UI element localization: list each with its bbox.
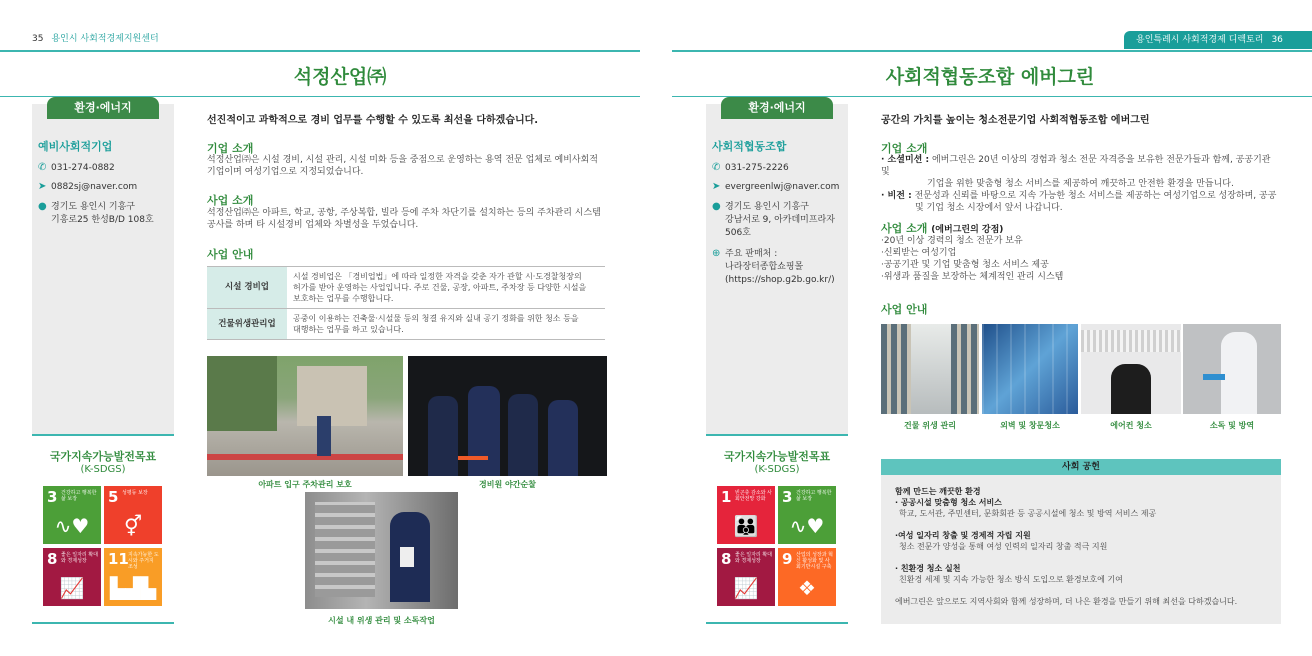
left-sdgs-rule-top xyxy=(32,434,174,436)
heartbeat-icon: ∿♥ xyxy=(54,514,90,538)
window-cleaning-photo xyxy=(982,324,1078,414)
cube-icon: ❖ xyxy=(798,576,816,600)
parking-photo xyxy=(207,356,403,476)
right-company-type: 사회적협동조합 xyxy=(712,140,787,153)
left-business-heading: 사업 소개 xyxy=(207,194,254,207)
location-pin-icon: ● xyxy=(38,201,47,212)
right-sdgs-title: 국가지속가능발전목표 (K-SDGS) xyxy=(723,450,831,475)
phone-icon: ✆ xyxy=(712,162,721,173)
night-patrol-photo xyxy=(408,356,607,476)
left-category-tab: 환경·에너지 xyxy=(47,97,159,119)
right-sdgs-rule-top xyxy=(706,434,848,436)
right-guide-heading: 사업 안내 xyxy=(881,303,928,316)
right-page-header xyxy=(1124,31,1312,49)
sdg-goal-5-tile: 5 성평등 보장 ⚥ xyxy=(104,486,162,544)
social-contribution-box xyxy=(881,459,1281,624)
disinfection-service-photo xyxy=(1183,324,1281,414)
sdg-goal-8-tile: 8 좋은 일자리 확대와 경제성장 📈 xyxy=(717,548,775,606)
sdg-goal-11-tile: 11 지속가능한 도시와 주거지 조성 ▙▟▙ xyxy=(104,548,162,606)
left-caption-3: 시설 내 위생 관리 및 소독작업 xyxy=(328,616,435,625)
right-category-tab: 환경·에너지 xyxy=(721,97,833,119)
right-lead-sentence: 공간의 가치를 높이는 청소전문기업 사회적협동조합 에버그린 xyxy=(881,115,1150,126)
right-email: ➤ evergreenlwj@naver.com xyxy=(712,181,840,192)
right-caption-4: 소독 및 방역 xyxy=(1209,421,1255,430)
growth-icon: 📈 xyxy=(59,576,85,600)
table-row: 건물위생관리업 공중이 이용하는 건축물·시설물 등의 청결 유지와 실내 공기 정화를 위한 청소 등을 대행하는 업무를 하고 있습니다. xyxy=(207,309,605,340)
right-sdgs-rule-bottom xyxy=(706,622,848,624)
gender-icon: ⚥ xyxy=(123,514,143,538)
sdg-goal-1-tile: 1 빈곤층 감소와 사회안전망 강화 👪 xyxy=(717,486,775,544)
city-icon: ▙▟▙ xyxy=(109,576,157,600)
right-company-title: 사회적협동조합 에버그린 xyxy=(885,66,1095,88)
sdg-goal-3-tile: 3 건강하고 행복한 삶 보장 ∿♥ xyxy=(778,486,836,544)
left-caption-1: 아파트 입구 주차관리 보호 xyxy=(258,480,352,489)
right-caption-1: 건물 위생 관리 xyxy=(904,421,956,430)
left-intro-heading: 기업 소개 xyxy=(207,142,254,155)
social-contribution-body: 함께 만드는 깨끗한 환경 · 공공시설 맞춤형 청소 서비스 학교, 도서관, 주민센터, 문화회관 등 공공시설에 청소 및 방역 서비스 제공 ·여성 일자리 창출 및 경제적 자립 지원 청소 전문가 양성을 통해 여성 인력의 일자리 창출 적극 지원 · 친환경 청소 실천 친환경 세제 및 지속 가능한 청소 방식 도입으로 환경보호에 기여 에버그린은 앞으로도 지역사회와 함께 성장하며, 더 나은 환경을 만들기 위해 최선을 다하겠습니다. xyxy=(895,487,1238,606)
globe-icon: ⊕ xyxy=(712,248,721,259)
left-intro-text: 석정산업㈜은 시설 경비, 시설 관리, 시설 미화 등을 중점으로 운영하는 용역 전문 업체로 예비사회적 기업이며 여성기업으로 지정되었습니다. xyxy=(207,155,598,177)
left-business-table xyxy=(207,266,605,340)
list-item: ·신뢰받는 여성기업 xyxy=(881,248,957,258)
right-business-heading: 사업 소개 (에버그린의 강점) xyxy=(881,222,1004,235)
right-caption-3: 에어컨 청소 xyxy=(1110,421,1152,430)
left-header-label: 용인시 사회적경제지원센터 xyxy=(51,34,159,44)
left-top-rule xyxy=(0,50,640,52)
left-lead-sentence: 선진적이고 과학적으로 경비 업무를 수행할 수 있도록 최선을 다하겠습니다. xyxy=(207,115,539,126)
right-shop: ⊕ 주요 판매처 : 나라장터종합쇼핑몰 (https://shop.g2b.go.kr/) xyxy=(712,248,835,285)
right-header-label: 용인특례시 사회적경제 디렉토리 xyxy=(1136,35,1264,45)
left-sdgs-rule-bottom xyxy=(32,622,174,624)
heartbeat-icon: ∿♥ xyxy=(789,514,825,538)
right-mission-text: · 소셜미션 : 에버그린은 20년 이상의 경험과 청소 전문 자격증을 보유한 전문가들과 함께, 공공기관 및 기업을 위한 맞춤형 청소 서비스를 제공하여 깨끗하고 안전한 환경을 만듭니다. · 비전 : 전문성과 신뢰를 바탕으로 지속 가능한 청소 서비스를 제공하는 여성기업으로 성장하며, 공공 및 기업 청소 시장에서 앞서 나갑니다. xyxy=(881,155,1277,213)
phone-icon: ✆ xyxy=(38,162,47,173)
left-company-type: 예비사회적기업 xyxy=(38,140,113,153)
table-row: 시설 경비업 시설 경비업은 「경비업법」에 따라 일정한 자격을 갖춘 자가 관할 시·도경찰청장의 허가를 받아 운영하는 사업입니다. 주로 건물, 공장, 아파트, 주차장 등 다양한 시설을 보호하는 업무를 수행합니다. xyxy=(207,267,605,309)
location-pin-icon: ● xyxy=(712,201,721,212)
left-business-text: 석정산업㈜은 아파트, 학교, 공항, 주상복합, 빌라 등에 주차 차단기를 설치하는 등의 주차관리 시스템 공사를 하며 타 시설경비 업체와 차별성을 두었습니다. xyxy=(207,208,601,230)
list-item: ·20년 이상 경력의 청소 전문가 보유 xyxy=(881,236,1023,246)
mail-icon: ➤ xyxy=(38,181,47,192)
people-icon: 👪 xyxy=(733,514,759,538)
right-page-number: 36 xyxy=(1271,35,1283,45)
left-address: ● 경기도 용인시 기흥구 기흥로25 한성B/D 108호 xyxy=(38,201,154,225)
right-top-rule xyxy=(672,50,1312,52)
left-page-header xyxy=(32,31,159,44)
left-guide-heading: 사업 안내 xyxy=(207,248,254,261)
list-item: ·공공기관 및 기업 맞춤형 청소 서비스 제공 xyxy=(881,260,1049,270)
sdg-goal-8-tile: 8 좋은 일자리 확대와 경제성장 📈 xyxy=(43,548,101,606)
sdg-goal-3-tile: 3 건강하고 행복한 삶 보장 ∿♥ xyxy=(43,486,101,544)
right-intro-heading: 기업 소개 xyxy=(881,142,928,155)
building-hygiene-photo xyxy=(881,324,979,414)
mail-icon: ➤ xyxy=(712,181,721,192)
left-page-number: 35 xyxy=(32,34,44,44)
right-strengths-list xyxy=(881,235,1063,283)
left-phone: ✆ 031-274-0882 xyxy=(38,162,115,173)
growth-icon: 📈 xyxy=(733,576,759,600)
disinfection-photo xyxy=(305,492,458,609)
social-contribution-header: 사회 공헌 xyxy=(881,459,1281,475)
right-caption-2: 외벽 및 창문청소 xyxy=(1000,421,1060,430)
left-email: ➤ 0882sj@naver.com xyxy=(38,181,138,192)
list-item: ·위생과 품질을 보장하는 체계적인 관리 시스템 xyxy=(881,272,1064,282)
left-caption-2: 경비원 야간순찰 xyxy=(479,480,536,489)
left-sdgs-title: 국가지속가능발전목표 (K-SDGS) xyxy=(49,450,157,475)
right-address: ● 경기도 용인시 기흥구 강남서로 9, 아카데미프라자 506호 xyxy=(712,201,835,238)
sdg-goal-9-tile: 9 산업의 성장과 혁신 활성화 및 사회기반시설 구축 ❖ xyxy=(778,548,836,606)
left-company-title: 석정산업㈜ xyxy=(293,66,387,88)
right-phone: ✆ 031-275-2226 xyxy=(712,162,789,173)
aircon-cleaning-photo xyxy=(1081,324,1181,414)
